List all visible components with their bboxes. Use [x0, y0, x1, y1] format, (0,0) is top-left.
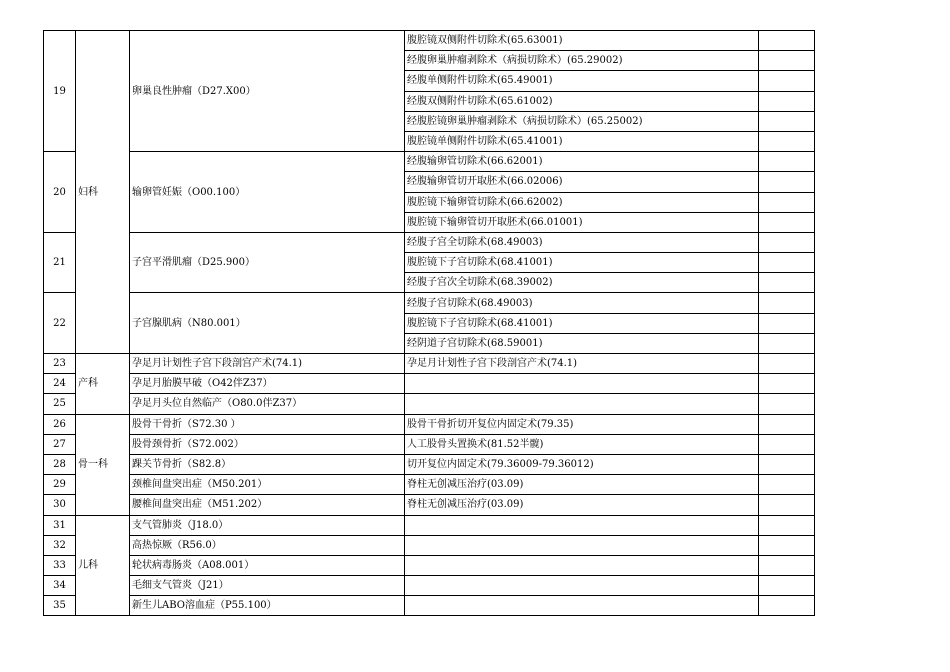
empty-cell — [759, 354, 815, 374]
table-row — [44, 354, 815, 374]
procedure-cell: 腹腔镜下输卵管切开取胚术(66.01001) — [405, 212, 759, 232]
table-row — [44, 152, 815, 172]
procedure-cell: 股骨干骨折切开复位内固定术(79.35) — [405, 414, 759, 434]
table-row — [44, 293, 815, 313]
disease-cell: 子宫平滑肌瘤（D25.900） — [130, 232, 405, 293]
procedure-cell: 脊柱无创减压治疗(03.09) — [405, 495, 759, 515]
table-row — [44, 596, 815, 616]
row-number: 28 — [44, 454, 76, 474]
empty-cell — [759, 333, 815, 353]
empty-cell — [759, 434, 815, 454]
procedure-cell: 经腹腔镜卵巢肿瘤剥除术（病损切除术）(65.25002) — [405, 111, 759, 131]
table-row — [44, 495, 815, 515]
procedure-cell: 经阴道子宫切除术(68.59001) — [405, 333, 759, 353]
row-number: 19 — [44, 31, 76, 152]
empty-cell — [759, 111, 815, 131]
empty-cell — [759, 394, 815, 414]
procedure-cell: 经腹子宫切除术(68.49003) — [405, 293, 759, 313]
procedure-cell: 经腹输卵管切开取胚术(66.02006) — [405, 172, 759, 192]
row-number: 34 — [44, 576, 76, 596]
empty-cell — [759, 374, 815, 394]
empty-cell — [759, 515, 815, 535]
table-row — [44, 576, 815, 596]
empty-cell — [759, 172, 815, 192]
row-number: 29 — [44, 475, 76, 495]
table-row — [44, 515, 815, 535]
procedure-cell — [405, 576, 759, 596]
procedure-cell: 经腹单侧附件切除术(65.49001) — [405, 71, 759, 91]
disease-cell: 输卵管妊娠（O00.100） — [130, 152, 405, 233]
disease-cell: 轮状病毒肠炎（A08.001） — [130, 555, 405, 575]
empty-cell — [759, 555, 815, 575]
table-row — [44, 454, 815, 474]
row-number: 32 — [44, 535, 76, 555]
empty-cell — [759, 293, 815, 313]
procedure-table — [43, 30, 815, 616]
disease-cell: 股骨干骨折（S72.30 ） — [130, 414, 405, 434]
procedure-cell: 人工股骨头置换术(81.52半髋) — [405, 434, 759, 454]
row-number: 35 — [44, 596, 76, 616]
empty-cell — [759, 71, 815, 91]
disease-cell: 支气管肺炎（J18.0） — [130, 515, 405, 535]
empty-cell — [759, 414, 815, 434]
empty-cell — [759, 131, 815, 151]
table-row — [44, 414, 815, 434]
table-row — [44, 475, 815, 495]
procedure-cell: 经腹双侧附件切除术(65.61002) — [405, 91, 759, 111]
empty-cell — [759, 152, 815, 172]
table-row — [44, 535, 815, 555]
procedure-cell: 经腹子宫次全切除术(68.39002) — [405, 273, 759, 293]
disease-cell: 腰椎间盘突出症（M51.202） — [130, 495, 405, 515]
table-row — [44, 374, 815, 394]
disease-cell: 孕足月计划性子宫下段剖宫产术(74.1) — [130, 354, 405, 374]
table-row — [44, 394, 815, 414]
empty-cell — [759, 212, 815, 232]
disease-cell: 股骨颈骨折（S72.002） — [130, 434, 405, 454]
row-number: 25 — [44, 394, 76, 414]
procedure-cell — [405, 596, 759, 616]
empty-cell — [759, 232, 815, 252]
disease-cell: 新生儿ABO溶血症（P55.100） — [130, 596, 405, 616]
disease-cell: 孕足月头位自然临产（O80.0伴Z37） — [130, 394, 405, 414]
empty-cell — [759, 454, 815, 474]
procedure-cell — [405, 535, 759, 555]
row-number: 30 — [44, 495, 76, 515]
empty-cell — [759, 475, 815, 495]
empty-cell — [759, 91, 815, 111]
row-number: 20 — [44, 152, 76, 233]
row-number: 33 — [44, 555, 76, 575]
procedure-cell: 切开复位内固定术(79.36009-79.36012) — [405, 454, 759, 474]
procedure-cell — [405, 515, 759, 535]
empty-cell — [759, 535, 815, 555]
procedure-cell: 经腹输卵管切除术(66.62001) — [405, 152, 759, 172]
procedure-cell: 腹腔镜双侧附件切除术(65.63001) — [405, 31, 759, 51]
disease-cell: 子宫腺肌病（N80.001） — [130, 293, 405, 354]
empty-cell — [759, 51, 815, 71]
procedure-cell: 腹腔镜单侧附件切除术(65.41001) — [405, 131, 759, 151]
row-number: 24 — [44, 374, 76, 394]
department-cell: 妇科 — [76, 31, 130, 354]
table-row — [44, 555, 815, 575]
disease-cell: 卵巢良性肿瘤（D27.X00） — [130, 31, 405, 152]
empty-cell — [759, 495, 815, 515]
procedure-cell: 腹腔镜下子宫切除术(68.41001) — [405, 313, 759, 333]
empty-cell — [759, 273, 815, 293]
row-number: 26 — [44, 414, 76, 434]
procedure-cell: 经腹子宫全切除术(68.49003) — [405, 232, 759, 252]
department-cell: 产科 — [76, 354, 130, 415]
disease-cell: 孕足月胎膜早破（O42伴Z37） — [130, 374, 405, 394]
disease-cell: 踝关节骨折（S82.8） — [130, 454, 405, 474]
procedure-cell — [405, 555, 759, 575]
department-cell: 儿科 — [76, 515, 130, 616]
empty-cell — [759, 313, 815, 333]
procedure-cell: 孕足月计划性子宫下段剖宫产术(74.1) — [405, 354, 759, 374]
disease-cell: 毛细支气管炎（J21） — [130, 576, 405, 596]
table-row — [44, 434, 815, 454]
table-row — [44, 31, 815, 51]
procedure-cell: 腹腔镜下输卵管切除术(66.62002) — [405, 192, 759, 212]
procedure-cell: 脊柱无创减压治疗(03.09) — [405, 475, 759, 495]
empty-cell — [759, 192, 815, 212]
disease-cell: 颈椎间盘突出症（M50.201） — [130, 475, 405, 495]
procedure-cell: 经腹卵巢肿瘤剥除术（病损切除术）(65.29002) — [405, 51, 759, 71]
empty-cell — [759, 576, 815, 596]
row-number: 23 — [44, 354, 76, 374]
row-number: 27 — [44, 434, 76, 454]
table-row — [44, 232, 815, 252]
row-number: 21 — [44, 232, 76, 293]
row-number: 22 — [44, 293, 76, 354]
disease-cell: 高热惊厥（R56.0） — [130, 535, 405, 555]
department-cell: 骨一科 — [76, 414, 130, 515]
procedure-cell — [405, 374, 759, 394]
row-number: 31 — [44, 515, 76, 535]
procedure-cell: 腹腔镜下子宫切除术(68.41001) — [405, 253, 759, 273]
procedure-cell — [405, 394, 759, 414]
empty-cell — [759, 253, 815, 273]
empty-cell — [759, 31, 815, 51]
empty-cell — [759, 596, 815, 616]
